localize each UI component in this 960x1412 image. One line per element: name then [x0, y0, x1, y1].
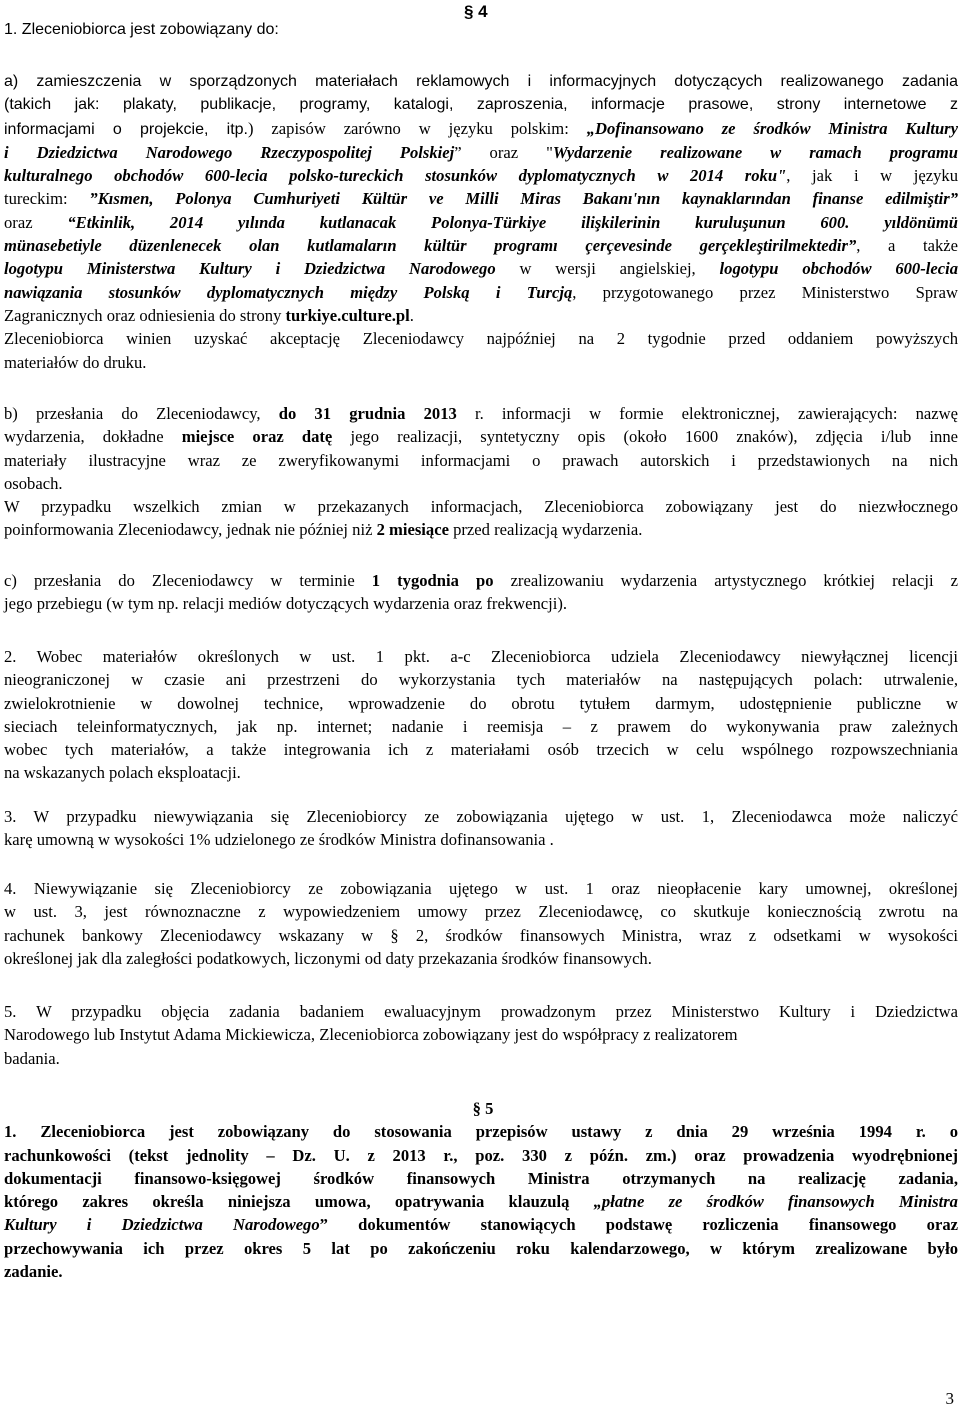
text-line: 1. Zleceniobiorca jest zobowiązany do stosowania przepisów ustawy z dnia 29 września 1994 r. o: [4, 1122, 958, 1142]
emphasis-text: Kultury i Dziedzictwa Narodowego: [4, 1215, 320, 1235]
emphasis-text: “Etkinlik, 2014 yılında kutlanacak Polonya-Türkiye ilişkilerinin kuruluşunun 600. yıldönümü: [67, 212, 958, 232]
section-5-title: § 5: [472, 1099, 494, 1118]
emphasis-text: nawiązania stosunków dyplomatycznych między Polską i Turcją: [4, 282, 573, 302]
text-span: zrealizowaniu wydarzenia artystycznego krótkiej relacji z: [493, 571, 958, 590]
point-3: [4, 805, 958, 852]
text-line: jego przebiegu (w tym np. relacji mediów dotyczących wydarzenia oraz frekwencji).: [4, 594, 568, 614]
text-span: , jak i w języku: [786, 166, 958, 186]
text-line: Narodowego lub Instytut Adama Mickiewicza, Zleceniobiorca zobowiązany jest do współpracy z realizatorem: [4, 1025, 738, 1045]
text-line: przechowywania ich przez okres 5 lat po zakończeniu roku kalendarzowego, w którym zrealizowane było: [4, 1238, 958, 1258]
text-line: [4, 1213, 958, 1236]
text-span: ) zapisów zarówno w języku polskim:: [248, 118, 587, 138]
text-line: 5. W przypadku objęcia zadania badaniem ewaluacyjnym prowadzonym przez Ministerstwo Kultury i Dziedzictwa: [4, 1002, 958, 1021]
text-line: na wskazanych polach eksploatacji.: [4, 763, 241, 783]
emphasis-text: kulturalnego obchodów 600-lecia polsko-tureckich stosunków dyplomatycznych w 2014 roku": [4, 166, 787, 186]
text-span: .: [409, 305, 414, 325]
link-text-turkiye: turkiye.culture.pl: [285, 305, 410, 325]
page-number: 3: [945, 1389, 954, 1408]
text-line: [4, 425, 958, 448]
emphasis-text: logotypu obchodów 600-lecia: [719, 259, 959, 279]
emphasis-text: logotypu Ministerstwa Kultury i Dziedzictwa Narodowego: [4, 259, 496, 279]
text-line: [4, 164, 958, 187]
text-line: sieciach teleinformatycznych, jak np. internet; nadanie i reemisja – z prawem do wykonywania praw zależnych: [4, 716, 958, 736]
text-span: ” oraz ": [454, 142, 553, 162]
point-4: [4, 877, 958, 970]
text-line: osobach.: [4, 473, 63, 493]
emphasis-text: i Dziedzictwa Narodowego Rzeczypospolitej Polskiej: [4, 142, 455, 162]
intro-heading: 1. Zleceniobiorca jest zobowiązany do:: [4, 21, 279, 38]
text-line: [4, 141, 958, 164]
text-line: [4, 569, 958, 592]
text-line: a) zamieszczenia w sporządzonych materiałach reklamowych i informacyjnych dotyczących realizowanego zadania: [4, 73, 958, 90]
section-5: [4, 1097, 958, 1283]
emphasis-text: Wydarzenie realizowane w ramach programu: [552, 142, 958, 162]
text-line: [4, 211, 958, 234]
text-line: określonej jak dla zaległości podatkowych, liczonymi od daty przekazania środków finansowych.: [4, 948, 652, 968]
text-line: 4. Niewywiązanie się Zleceniobiorcy ze zobowiązania ujętego w ust. 1 oraz nieopłacenie kary umownej, określonej: [4, 879, 958, 898]
deadline-text: do 31 grudnia 2013: [278, 404, 457, 423]
emphasis-text: ”Kısmen, Polonya Cumhuriyeti Kültür ve Milli Miras Bakanı'nın kaynaklarından finanse edilmiştir”: [89, 189, 958, 209]
bold-text: 1 tygodnia po: [371, 571, 494, 590]
text-line: 2. Wobec materiałów określonych w ust. 1 pkt. a-c Zleceniobiorca udziela Zleceniodawcy niewyłącznej licencji: [4, 647, 958, 666]
section-4-heading: [464, 0, 488, 24]
text-line: [4, 187, 958, 210]
text-line: rachunek bankowy Zleceniodawcy wskazany w § 2, środków finansowych Ministra, wraz z odsetkami w wysokości: [4, 925, 958, 945]
section-4-title: § 4: [464, 2, 488, 21]
text-line: materiałów do druku.: [4, 352, 147, 372]
text-span: w wersji angielskiej,: [495, 259, 720, 279]
bold-text: miejsce oraz datę: [181, 427, 333, 447]
text-span: wydarzenia, dokładne: [4, 427, 182, 447]
text-line: [4, 1190, 958, 1213]
paragraph-c: [4, 569, 958, 616]
text-line: nieograniczonej w czasie ani przestrzeni do wykorzystania tych materiałów na następujących polach: utrwalenie,: [4, 670, 958, 690]
text-span: c) przesłania do Zleceniodawcy w terminie: [4, 571, 372, 590]
text-line: [4, 402, 958, 425]
text-line: zadanie.: [4, 1262, 63, 1282]
text-line: dokumentacji finansowo-księgowej środków finansowych Ministra otrzymanych na realizację zadania,: [4, 1168, 958, 1188]
text-line: [4, 518, 958, 541]
emphasis-text: „Dofinansowano ze środków Ministra Kultury: [586, 118, 959, 138]
point-2: [4, 645, 958, 785]
text-span: którego zakres określa niniejsza umowa, opatrywania klauzulą: [4, 1192, 594, 1212]
bold-text: 2 miesiące: [376, 520, 449, 540]
text-line: [4, 234, 958, 257]
text-line: [4, 257, 958, 280]
text-span: informacjami o projekcie, itp.: [4, 120, 248, 138]
text-span: , a także: [856, 236, 958, 256]
text-line: [4, 304, 958, 327]
paragraph-b: [4, 402, 958, 542]
text-span: przed realizacją wydarzenia.: [448, 520, 643, 540]
text-line: (takich jak: plakaty, publikacje, programy, katalogi, zaproszenia, informacje prasowe, strony internetowe z: [4, 96, 958, 114]
text-span: r. informacji w formie elektronicznej, zawierających: nazwę: [456, 404, 958, 423]
text-line: Zleceniobiorca winien uzyskać akceptację Zleceniodawcy najpóźniej na 2 tygodnie przed oddaniem powyższych: [4, 329, 958, 349]
paragraph-a: [4, 70, 958, 374]
text-span: poinformowania Zleceniodawcy, jednak nie później niż: [4, 520, 377, 540]
text-line: wobec tych materiałów, a także integrowania ich z materiałami osób trzecich w celu wspólnego rozpowszechniania: [4, 740, 958, 760]
emphasis-text: münasebetiyle düzenlenecek olan kutlamaların kültür programı çerçevesinde gerçekleştirilmektedir”: [4, 236, 857, 256]
text-line: W przypadku wszelkich zmian w przekazanych informacjach, Zleceniobiorca zobowiązany jest do niezwłocznego: [4, 497, 958, 517]
text-span: , przygotowanego przez Ministerstwo Spraw: [572, 282, 958, 302]
text-span: ” dokumentów stanowiących podstawę rozliczenia finansowego oraz: [319, 1215, 958, 1235]
text-line: w ust. 3, jest równoznaczne z wypowiedzeniem umowy przez Zleceniodawcę, co skutkuje koniecznością zwrotu na: [4, 902, 958, 922]
text-line: 3. W przypadku niewywiązania się Zleceniobiorcy ze zobowiązania ujętego w ust. 1, Zleceniodawca może naliczyć: [4, 807, 958, 826]
point-5: [4, 1000, 958, 1070]
text-span: oraz: [4, 212, 68, 232]
text-line: badania.: [4, 1048, 60, 1068]
text-line: karę umowną w wysokości 1% udzielonego ze środków Ministra dofinansowania .: [4, 830, 554, 850]
text-span: b) przesłania do Zleceniodawcy,: [4, 404, 279, 423]
text-span: tureckim:: [4, 189, 90, 209]
emphasis-text: „płatne ze środków finansowych Ministra: [593, 1192, 958, 1212]
text-line: [4, 117, 958, 141]
text-line: materiały ilustracyjne wraz ze zweryfikowanymi informacjami o prawach autorskich i przedstawionych na nich: [4, 450, 958, 470]
text-line: zwielokrotnienie w dowolnej technice, wprowadzenie do obrotu tytułem darmym, udostępnienie publiczne w: [4, 693, 958, 713]
text-span: jego realizacji, syntetyczny opis (około 1600 znaków), zdjęcia i/lub inne: [332, 427, 958, 447]
text-line: rachunkowości (tekst jednolity – Dz. U. z 2013 r., poz. 330 z późn. zm.) oraz prowadzenia wyodrębnionej: [4, 1145, 958, 1165]
text-line: [4, 281, 958, 304]
text-span: Zagranicznych oraz odniesienia do strony: [4, 305, 286, 325]
